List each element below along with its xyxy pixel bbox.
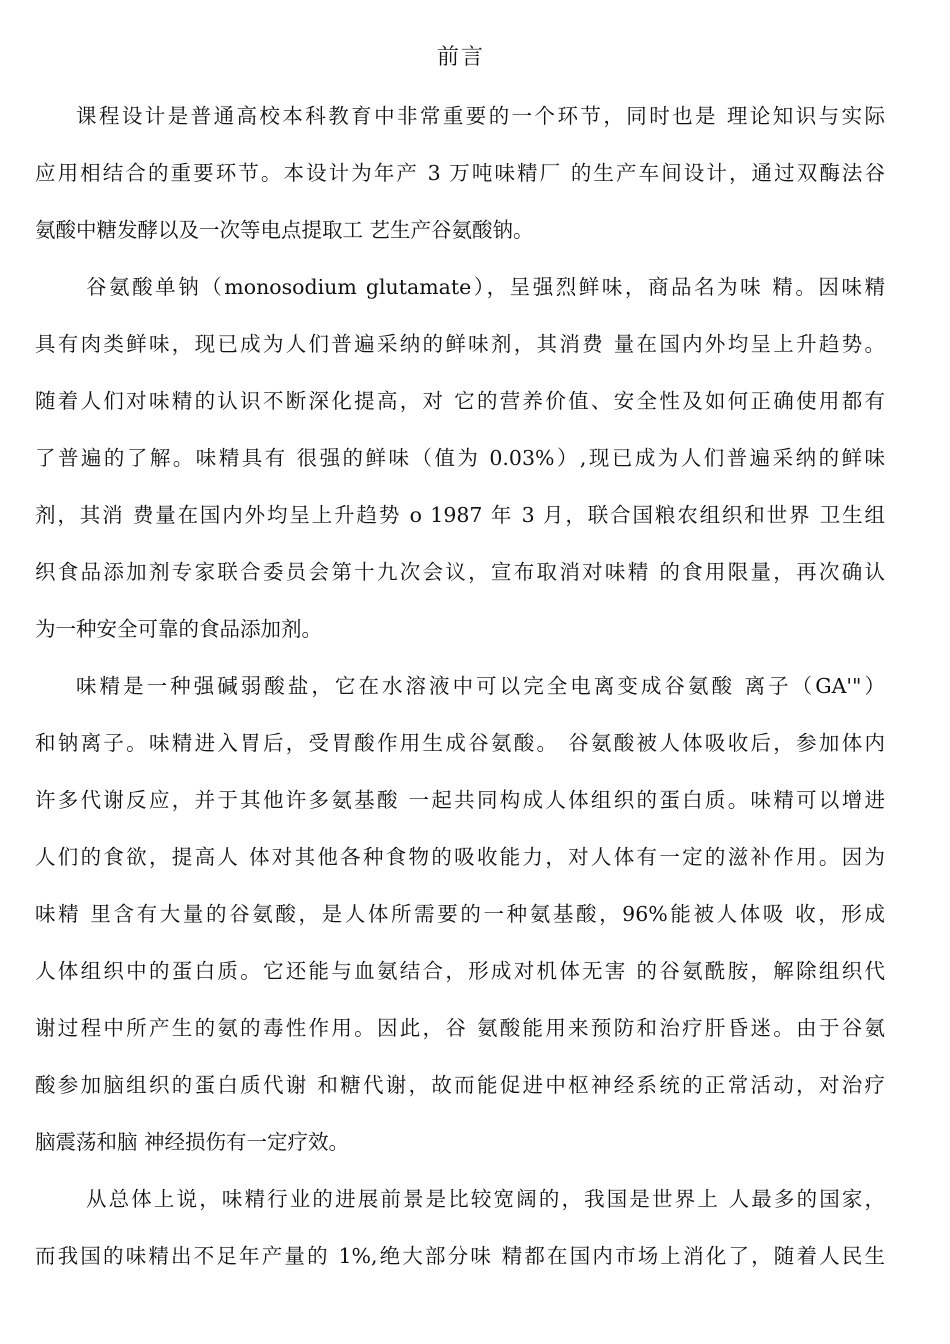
paragraph-3-line-2: 和钠离子。味精进入胃后，受胃酸作用生成谷氨酸。 谷氨酸被人体吸收后，参加体内 <box>35 731 885 755</box>
paragraph-2-line-1: 谷氨酸单钠（monosodium glutamate），呈强烈鲜味，商品名为味 精。因味精 <box>86 275 885 299</box>
paragraph-4-line-2: 而我国的味精出不足年产量的 1%,绝大部分味 精都在国内市场上消化了，随着人民生 <box>35 1244 885 1268</box>
paragraph-1-line-1: 课程设计是普通高校本科教育中非常重要的一个环节，同时也是 理论知识与实际 <box>76 104 885 128</box>
paragraph-3-line-4: 人们的食欲，提高人 体对其他各种食物的吸收能力，对人体有一定的滋补作用。因为 <box>35 845 885 869</box>
paragraph-4-line-1: 从总体上说，味精行业的进展前景是比较宽阔的，我国是世界上 人最多的国家， <box>86 1187 885 1211</box>
paragraph-3-line-5: 味精 里含有大量的谷氨酸，是人体所需要的一种氨基酸，96%能被人体吸 收，形成 <box>35 902 885 926</box>
paragraph-2-line-4: 了普遍的了解。味精具有 很强的鲜味（值为 0.03%）,现已成为人们普遍采纳的鲜味 <box>35 446 885 470</box>
page-title: 前言 <box>436 45 485 70</box>
paragraph-1-line-3: 氨酸中糖发酵以及一次等电点提取工 艺生产谷氨酸钠。 <box>35 218 534 242</box>
paragraph-3-line-3: 许多代谢反应，并于其他许多氨基酸 一起共同构成人体组织的蛋白质。味精可以增进 <box>35 788 885 812</box>
paragraph-1-line-2: 应用相结合的重要环节。本设计为年产 3 万吨味精厂 的生产车间设计，通过双酶法谷 <box>35 161 885 185</box>
paragraph-3-line-1: 味精是一种强碱弱酸盐，它在水溶液中可以完全电离变成谷氨酸 离子（GA'"） <box>76 674 885 698</box>
paragraph-3-line-7: 谢过程中所产生的氨的毒性作用。因此，谷 氨酸能用来预防和治疗肝昏迷。由于谷氨 <box>35 1016 885 1040</box>
paragraph-2-line-3: 随着人们对味精的认识不断深化提高，对 它的营养价值、安全性及如何正确使用都有 <box>35 389 885 413</box>
paragraph-2-line-5: 剂，其消 费量在国内外均呈上升趋势 o 1987 年 3 月，联合国粮农组织和世界 卫生组 <box>35 503 885 527</box>
paragraph-2-line-7: 为一种安全可靠的食品添加剂。 <box>35 617 322 641</box>
paragraph-3-line-9: 脑震荡和脑 神经损伤有一定疗效。 <box>35 1130 350 1154</box>
paragraph-3-line-8: 酸参加脑组织的蛋白质代谢 和糖代谢，故而能促进中枢神经系统的正常活动，对治疗 <box>35 1073 885 1097</box>
paragraph-2-line-6: 织食品添加剂专家联合委员会第十九次会议，宣布取消对味精 的食用限量，再次确认 <box>35 560 885 584</box>
paragraph-3-line-6: 人体组织中的蛋白质。它还能与血氨结合，形成对机体无害 的谷氨酰胺，解除组织代 <box>35 959 885 983</box>
paragraph-2-line-2: 具有肉类鲜味，现已成为人们普遍采纳的鲜味剂，其消费 量在国内外均呈上升趋势。 <box>35 332 885 356</box>
